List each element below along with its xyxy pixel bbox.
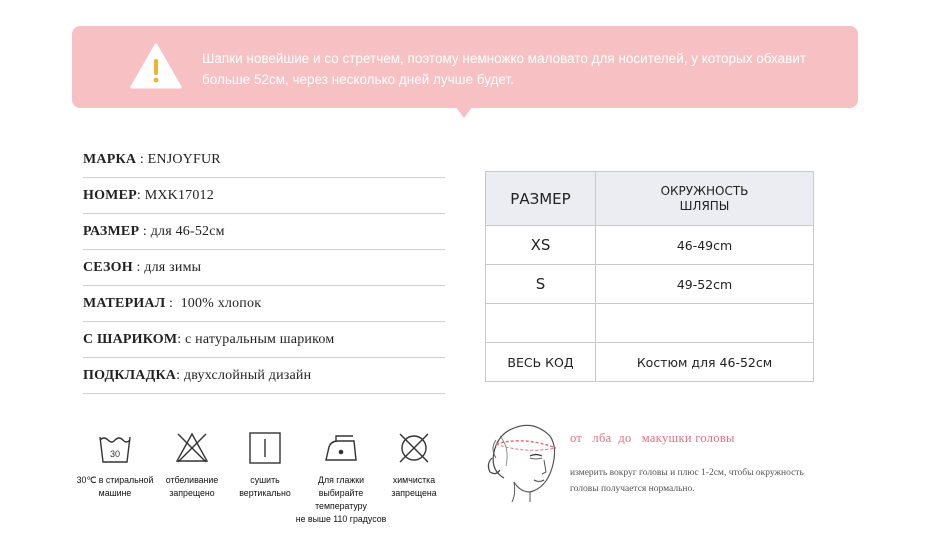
iron-icon <box>323 430 359 466</box>
circumference-header <box>596 172 814 226</box>
size-table <box>485 171 814 382</box>
spec-value: с натуральным шариком <box>185 331 335 347</box>
care-label: химчистка запрещена <box>391 475 437 498</box>
spec-key: ПОДКЛАДКА <box>83 367 177 383</box>
spec-key: НОМЕР <box>83 187 137 203</box>
warning-icon <box>130 42 182 90</box>
spec-separator: : <box>177 331 186 347</box>
spec-list <box>83 142 445 394</box>
spec-row-material <box>83 286 445 322</box>
table-row <box>486 265 814 304</box>
care-item-bleach <box>150 430 234 500</box>
spec-row-lining <box>83 358 445 394</box>
spec-value: двухслойный дизайн <box>183 367 312 383</box>
table-row <box>486 304 814 343</box>
size-cell: XS <box>486 226 596 265</box>
circumference-cell: 49-52cm <box>596 265 814 304</box>
care-label: отбеливание запрещено <box>165 475 219 498</box>
care-label: 30℃ в стиральной машине <box>76 475 154 498</box>
circumference-header-label: ОКРУЖНОСТЬ ШЛЯПЫ <box>660 183 749 213</box>
notice-text: Шапки новейшие и со стретчем, поэтому немножко маловато для носителей, у которых обхавит больше 52см, через несколько дней лучше будет. <box>202 51 807 87</box>
size-cell: ВЕСЬ КОД <box>486 343 596 382</box>
head-measure-icon <box>484 418 562 502</box>
spec-value: ENJOYFUR <box>147 151 221 167</box>
size-cell: S <box>486 265 596 304</box>
spec-separator: : <box>165 295 181 311</box>
spec-key: С ШАРИКОМ <box>83 331 178 347</box>
circumference-cell <box>596 304 814 343</box>
spec-key: МАТЕРИАЛ <box>83 295 166 311</box>
spec-key: МАРКА <box>83 151 137 167</box>
spec-separator: : <box>136 151 148 167</box>
spec-row-number <box>83 178 445 214</box>
circumference-cell: 46-49cm <box>596 226 814 265</box>
size-header: РАЗМЕР <box>486 172 596 226</box>
wash-30-icon <box>97 430 133 466</box>
table-row <box>486 226 814 265</box>
spec-value: для 46-52см <box>150 223 225 239</box>
spec-separator: : <box>139 223 151 239</box>
no-bleach-icon <box>174 430 210 466</box>
spec-key: СЕЗОН <box>83 259 133 275</box>
spec-key: РАЗМЕР <box>83 223 140 239</box>
care-item-dryclean <box>374 430 454 500</box>
size-table-header <box>486 172 814 226</box>
dry-vertical-icon <box>247 430 283 466</box>
care-label: сушить вертикально <box>239 475 291 498</box>
spec-separator: : <box>136 187 145 203</box>
care-label: Для глажки выбирайте температуру не выше 110 градусов <box>295 475 387 524</box>
spec-row-size <box>83 214 445 250</box>
size-cell <box>486 304 596 343</box>
circumference-cell: Костюм для 46-52см <box>596 343 814 382</box>
spec-row-season <box>83 250 445 286</box>
table-row <box>486 343 814 382</box>
spec-row-pompom <box>83 322 445 358</box>
wash-temperature: 30 <box>109 449 121 459</box>
no-dry-clean-icon <box>396 430 432 466</box>
spec-separator: : <box>132 259 145 275</box>
measure-description: измерить вокруг головы и плюс 1-2см, чтобы окружность головы получается нормально. <box>570 468 804 494</box>
spec-value: 100% хлопок <box>180 295 262 311</box>
spec-row-brand <box>83 142 445 178</box>
spec-separator: : <box>176 367 184 383</box>
spec-value: для зимы <box>144 259 202 275</box>
notice-banner-pointer <box>455 106 473 118</box>
measure-title: от лба до макушки головы <box>570 431 735 445</box>
spec-value: MXK17012 <box>144 187 214 203</box>
